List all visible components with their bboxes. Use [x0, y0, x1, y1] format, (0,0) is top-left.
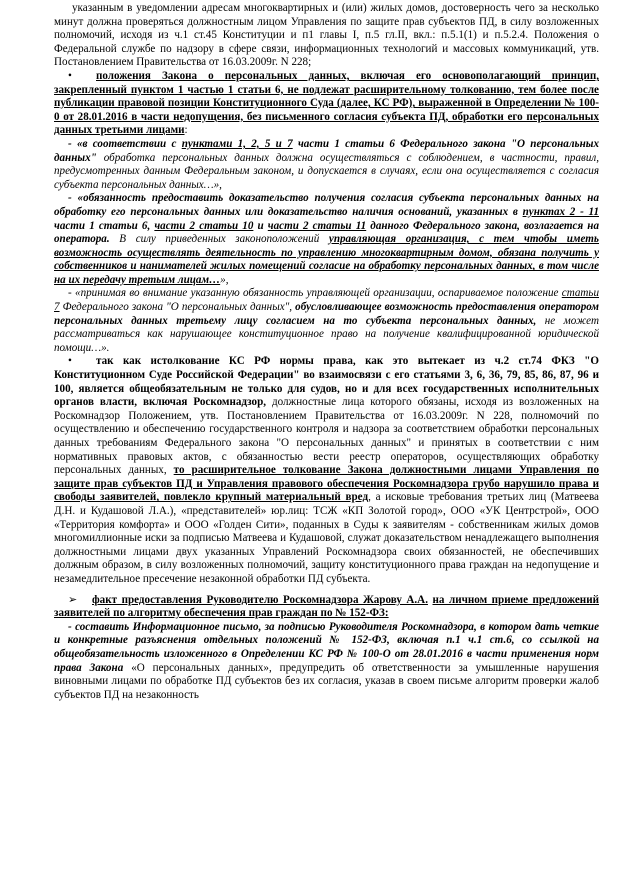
bullet-item-law-provisions: • положения Закона о персональных данных, включая его основополагающий принцип, закрепленный пунктом 1 частью 1 статьи 6, не подлежат расширительному толкованию, тем более после публикации правовой позиции Конституционного Суда (далее, КС РФ), выраженной в Определении № 100-0 от 28.01.2016 в части недопущения, без письменного согласия субъекта ПД, обработки его персональных данных третьими лицами: [54, 69, 599, 137]
link-points-2-11[interactable]: пунктах 2 - 11 [522, 205, 599, 218]
bullet-icon: • [68, 69, 72, 82]
quote-item-1: - «в соответствии с пунктами 1, 2, 5 и 7 части 1 статьи 6 Федерального закона "О персональных данных" обработка персональных данных должна осуществляться с соблюдением, в частности, правил, предусмотренных данным Федеральным законом, и допускается в случаях, если она осуществляется с согласия субъекта персональных данных…», [54, 137, 599, 191]
arrow-item-reception: ➢ факт предоставления Руководителю Роскомнадзора Жарову А.А. на личном приеме предложений заявителей по алгоритму обеспечения прав граждан по № 152-ФЗ: [54, 593, 599, 620]
quote-item-3: - «принимая во внимание указанную обязанность управляющей организации, оспариваемое положение статьи 7 Федерального закона "О персональных данных", обусловливающее возможность предоставления оператором персональных данных третьему лицу согласием на то субъекта персональных данных, не может рассматриваться как нарушающее конституционное право на получение квалифицированной юридической помощи…». [54, 287, 599, 354]
quote-item-2: - «обязанность предоставить доказательство получения согласия субъекта персональных данных на обработку его персональных данных или доказательство наличия оснований, указанных в пунктах 2 - 11 части 1 статьи 6, части 2 статьи 10 и части 2 статьи 11 данного Федерального закона, возлагается на оператора. В силу приведенных законоположений управляющая организация, с тем чтобы иметь возможность осуществлять деятельность по управлению многоквартирным домом, обязана получить у собственников и нанимателей жилых помещений согласие на обработку персональных данных, в том числе на их передачу третьим лицам…», [54, 192, 600, 286]
paragraph-intro [54, 2, 599, 70]
link-article-7[interactable]: статьи 7 [54, 287, 599, 314]
highlight-management-obligation: управляющая организация, с тем чтобы иметь возможность осуществлять деятельность по управлению многоквартирным домом, обязана получить у собственников и нанимателей жилых помещений согласие на обработку персональных данных, в том числе на их передачу третьим лицам… [54, 233, 599, 286]
bullet-item-interpretation: • так как истолкование КС РФ нормы права, как это вытекает из ч.2 ст.74 ФКЗ "О Конституционном Суде Российской Федерации" во взаимосвязи с его статьями 3, 6, 36, 79, 85, 86, 87, 96 и 100, является общеобязательным не только для судов, но и для всех государственных исполнительных органов власти, включая Роскомнадзор, должностные лица которого обязаны, исходя из возложенных на Роскомнадзор Положением, утв. Постановлением Правительства от 16.03.2009г. N 228, полномочий по осуществлению и обеспечению государственного контроля и надзора за соответствием обработки персональных данных требованиям Федерального закона "О персональных данных" и принятых в соответствии с ним нормативных правовых актов, с обязанностью вести реестр операторов, осуществляющих обработку персональных данных, то расширительное толкование Закона должностными лицами Управления по защите прав субъектов ПД и Управления правового обеспечения Роскомнадзора грубо нарушило права и свободы заявителей, повлекло крупный материальный вред, а исковые требования третьих лиц (Матвеева Д.Н. и Кудашовой Л.А.), «представителей» юр.лиц: ТСЖ «КП Золотой город», ООО «УК Центрстрой», ООО «Территория комфорта» и ООО «Голден Сити», поданных в Суды к заявителям - собственникам жилых домов многомиллионные иски за подписью Матвеева и Кудашовой, служат доказательством ненадлежащего выполнения должностными лицами двух указанных Управлений Роскомнадзора своих обязанностей, не обеспечивших должным образом, в силу возложенных полномочий, защиту конституционного права граждан на недопущение и незамедлительное пресечение незаконной обработки ПД субъекта. [54, 355, 599, 585]
link-points-1-2-5-7[interactable]: пунктами 1, 2, 5 и 7 [181, 137, 293, 150]
link-article-11[interactable]: части 2 статьи 11 [267, 219, 367, 232]
spacer [54, 587, 599, 594]
link-article-10[interactable]: части 2 статьи 10 [154, 219, 254, 232]
law-provisions-text: положения Закона о персональных данных, включая его основополагающий принцип, закрепленный пунктом 1 частью 1 статьи 6, не подлежат расширительному толкованию, тем более после публикации правовой позиции Конституционного Суда (далее, КС РФ), выраженной в Определении № 100-0 от 28.01.2016 в части недопущения, без письменного согласия субъекта ПД, обработки его персональных данных третьими лицами [54, 69, 599, 137]
quote-item-4: - составить Информационное письмо, за подписью Руководителя Роскомнадзора, в котором дать четкие и конкретные разъяснения отдельных положений № 152-ФЗ, включая п.1 ч.1 ст.6, со ссылкой на общеобязательность изложенного в Определении КС РФ № 100-О от 28.01.2016 в части применения норм права Закона «О персональных данных», предупредить об ответственности за умышленные нарушения виновными лицами по обработке ПД субъектов без их согласия, указав в своем письме алгоритм проверки жалоб субъектов ПД на незаконность [54, 620, 599, 701]
highlight-violation: то расширительное толкование Закона должностными лицами Управления по защите прав субъектов ПД и Управления правового обеспечения Роскомнадзора грубо нарушило права и свободы заявителей, повлекло крупный материальный вред [54, 464, 599, 504]
bullet-icon: • [68, 355, 72, 368]
paragraph-intro-text: указанным в уведомлении адресам многоквартирных и (или) жилых домов, достоверность чего за несколько минут должна проверяться должностным лицом Управления по защите прав субъектов ПД, в силу возложенных полномочий, исходя из ч.1 ст.45 Конституции и п1 главы I, п.5 гл.II, вкл.: п.5.1(1) и п.5.2.4. Положения о Федеральной службе по надзору в сфере связи, информационных технологий и массовых коммуникаций, утв. Постановлением Правительства от 16.03.2009г. N 228; [54, 2, 599, 69]
arrow-bullet-icon: ➢ [68, 593, 78, 606]
